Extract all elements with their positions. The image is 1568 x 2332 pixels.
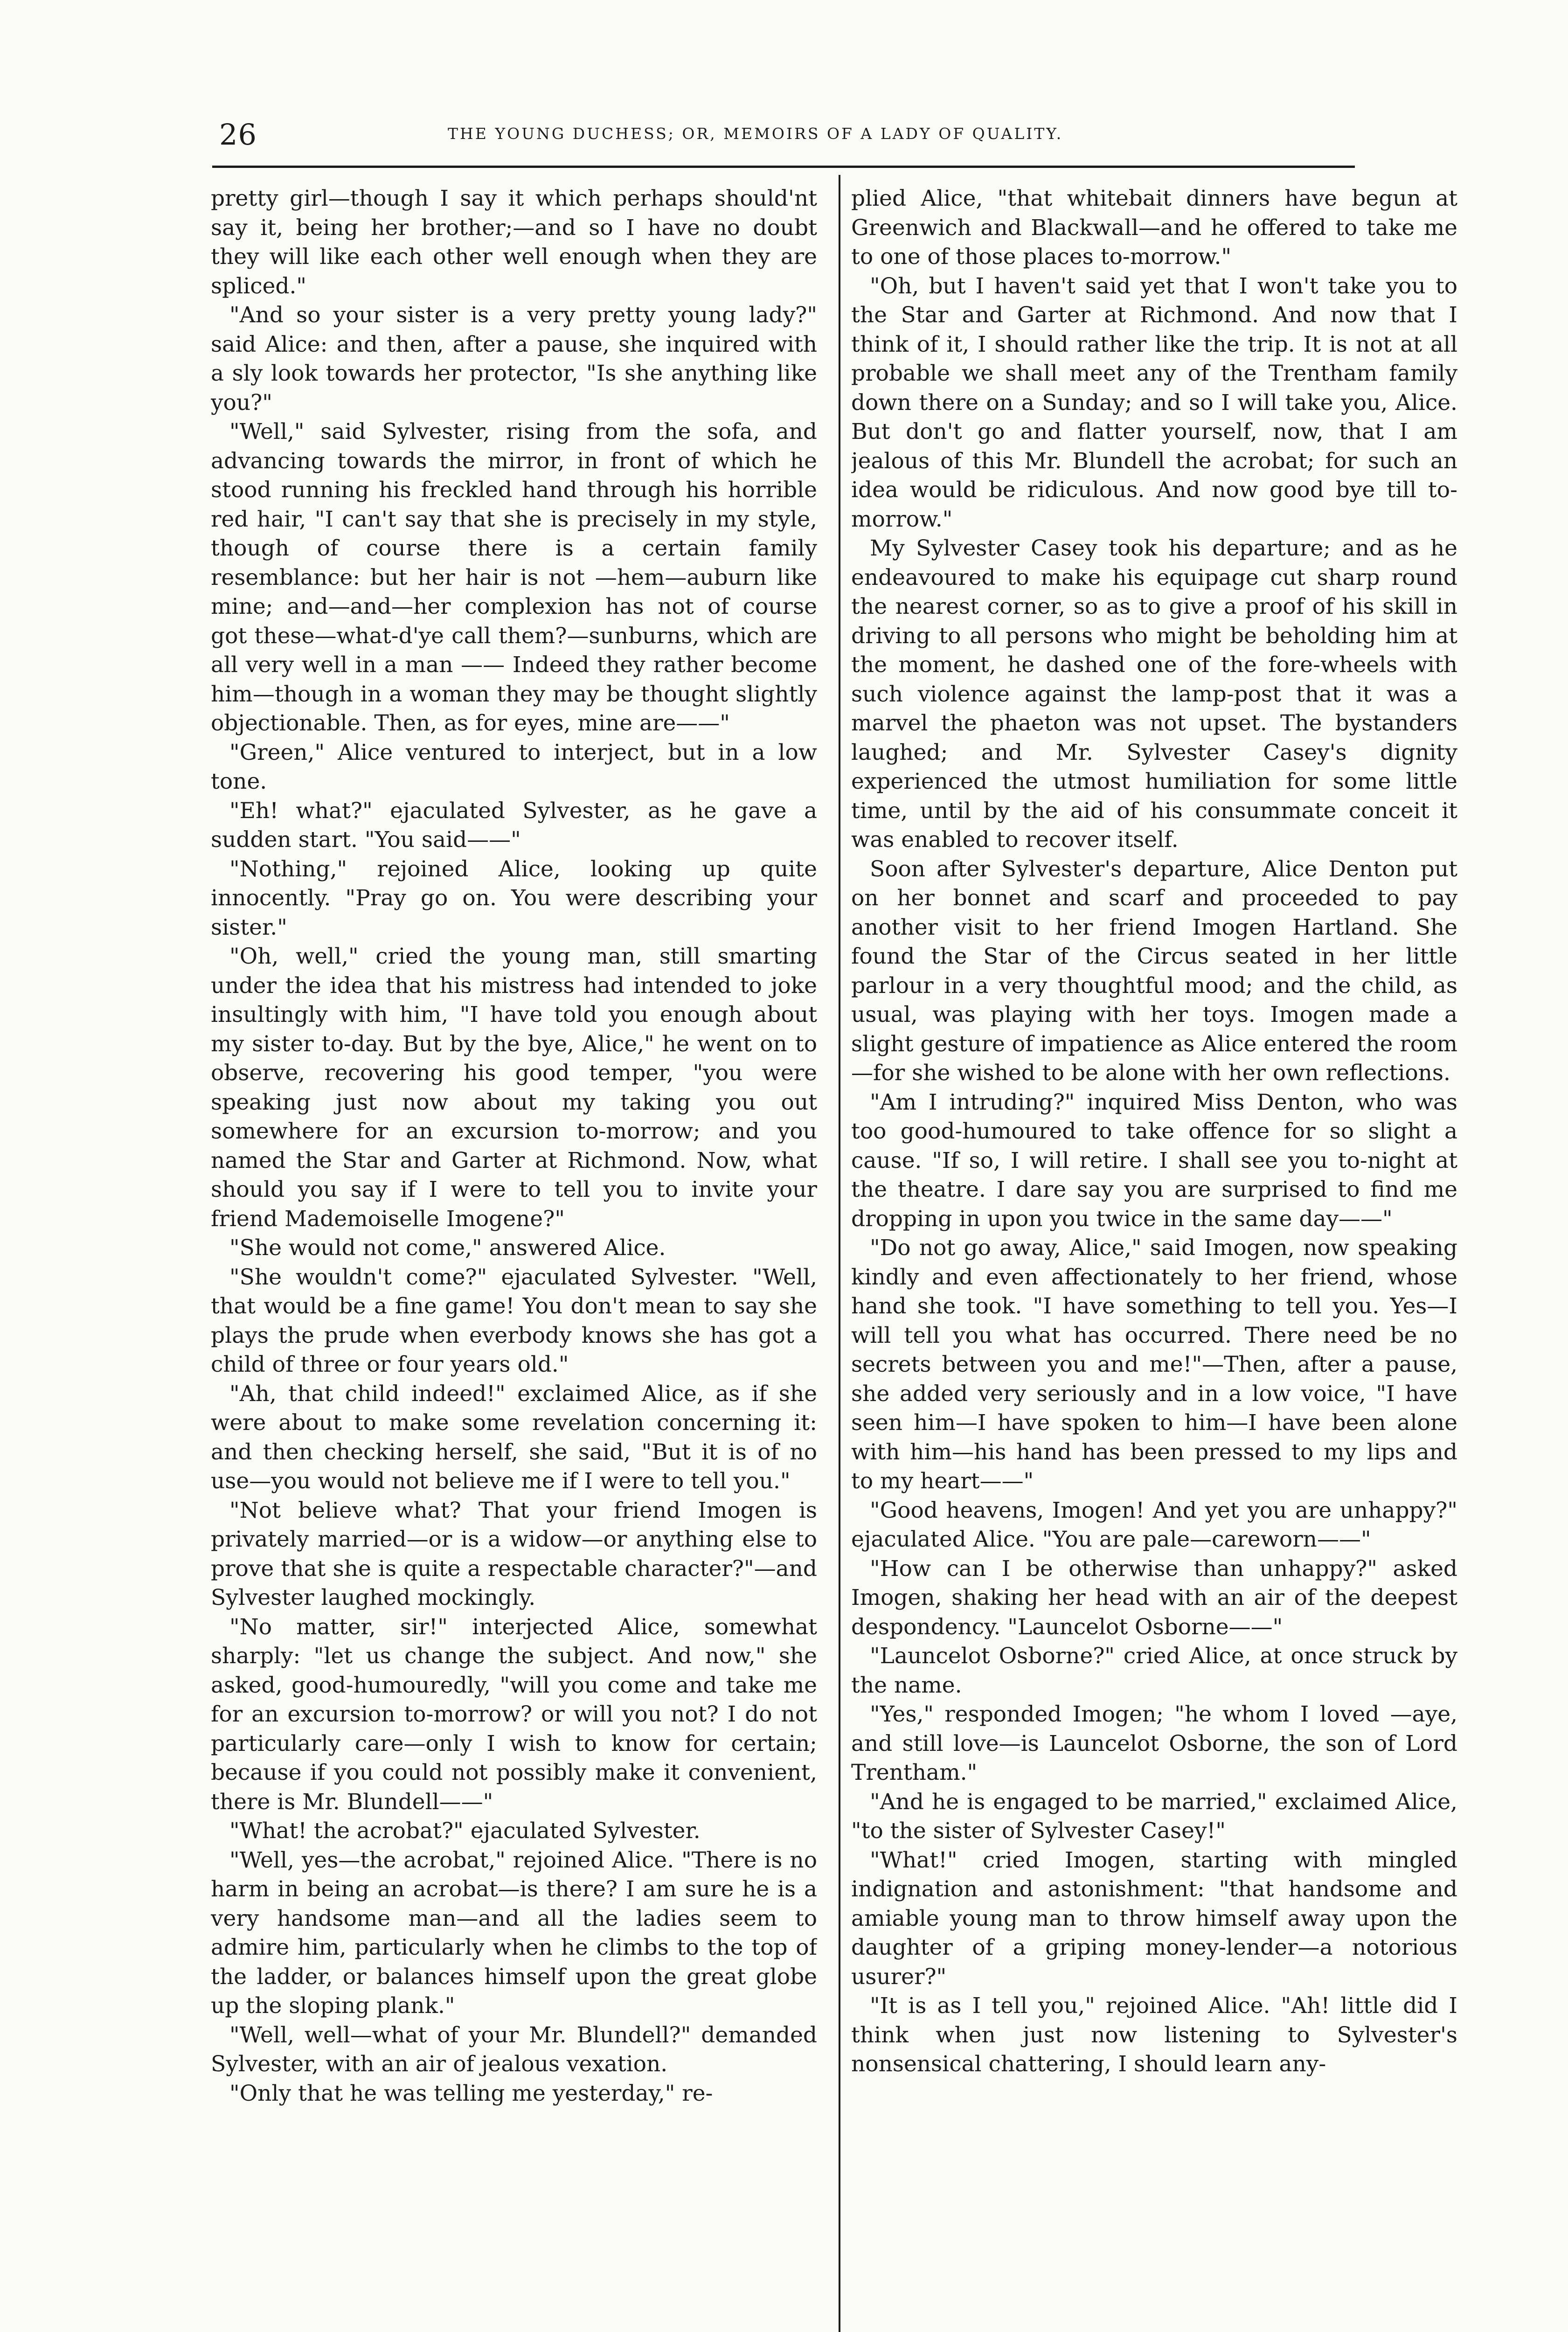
paragraph: "It is as I tell you," rejoined Alice. "Ah! little did I think when just now listening to Sylvester's nonsensical chattering, I should learn any- — [851, 1993, 1457, 2077]
paragraph: "No matter, sir!" interjected Alice, somewhat sharply: "let us change the subject. And now," she asked, good-humouredly, "will you come and take me for an excursion to-morrow? or will you not? I do not particularly care—only I wish to know for certain; because if you could not possibly make it convenient, there is Mr. Blundell——" — [211, 1614, 817, 1815]
running-title: THE YOUNG DUCHESS; OR, MEMOIRS OF A LADY OF QUALITY. — [448, 125, 1063, 143]
paragraph: "Well, yes—the acrobat," rejoined Alice. "There is no harm in being an acrobat—is there? I am sure he is a very handsome man—and all the ladies seem to admire him, particularly when he climbs to the top of the ladder, or balances himself upon the great globe up the sloping plank." — [211, 1847, 817, 2019]
paragraph: pretty girl—though I say it which perhaps should'nt say it, being her brother;—and so I have no doubt they will like each other well enough when they are spliced." — [211, 186, 817, 299]
paragraph: "And he is engaged to be married," exclaimed Alice, "to the sister of Sylvester Casey!" — [851, 1789, 1457, 1844]
paragraph: "Do not go away, Alice," said Imogen, now speaking kindly and even affectionately to her friend, whose hand she took. "I have something to tell you. Yes—I will tell you what has occurred. There need be no secrets between you and me!"—Then, after a pause, she added very seriously and in a low voice, "I have seen him—I have spoken to him—I have been alone with him—his hand has been pressed to my lips and to my heart——" — [851, 1235, 1457, 1494]
header-rule — [212, 166, 1355, 168]
paragraph: "Only that he was telling me yesterday," re- — [229, 2080, 713, 2106]
paragraph: "Well, well—what of your Mr. Blundell?" demanded Sylvester, with an air of jealous vexation. — [211, 2022, 817, 2077]
paragraph: "She would not come," answered Alice. — [229, 1235, 666, 1261]
right-column — [851, 184, 1457, 2330]
paragraph: "Well," said Sylvester, rising from the sofa, and advancing towards the mirror, in front of which he stood running his freckled hand through his horrible red hair, "I can't say that she is precisely in my style, though of course there is a certain family resemblance: but her hair is not —hem—auburn like mine; and—and—her complexion has not of course got these—what-d'ye call them?—sunburns, which are all very well in a man —— Indeed they rather become him—though in a woman they may be thought slightly objectionable. Then, as for eyes, mine are——" — [211, 419, 817, 736]
paragraph: "What! the acrobat?" ejaculated Sylvester. — [229, 1818, 701, 1844]
paragraph: "How can I be otherwise than unhappy?" asked Imogen, shaking her head with an air of the deepest despondency. "Launcelot Osborne——" — [851, 1555, 1457, 1640]
paragraph: "Not believe what? That your friend Imogen is privately married—or is a widow—or anything else to prove that she is quite a respectable character?"—and Sylvester laughed mockingly. — [211, 1497, 817, 1610]
paragraph: "Yes," responded Imogen; "he whom I loved —aye, and still love—is Launcelot Osborne, the son of Lord Trentham." — [851, 1701, 1457, 1785]
paragraph: "Ah, that child indeed!" exclaimed Alice, as if she were about to make some revelation concerning it: and then checking herself, she said, "But it is of no use—you would not believe me if I were to tell you." — [211, 1381, 817, 1494]
paragraph: "Eh! what?" ejaculated Sylvester, as he gave a sudden start. "You said——" — [211, 798, 817, 853]
paragraph: "Green," Alice ventured to interject, but in a low tone. — [211, 739, 817, 794]
paragraph: My Sylvester Casey took his departure; and as he endeavoured to make his equipage cut sharp round the nearest corner, so as to give a proof of his skill in driving to all persons who might be beholding him at the moment, he dashed one of the fore-wheels with such violence against the lamp-post that it was a marvel the phaeton was not upset. The bystanders laughed; and Mr. Sylvester Casey's dignity experienced the utmost humiliation for some little time, until by the aid of his consummate conceit it was enabled to recover itself. — [851, 535, 1457, 853]
paragraph: "Am I intruding?" inquired Miss Denton, who was too good-humoured to take offence for so slight a cause. "If so, I will retire. I shall see you to-night at the theatre. I dare say you are surprised to find me dropping in upon you twice in the same day——" — [851, 1089, 1457, 1232]
paragraph: "Launcelot Osborne?" cried Alice, at once struck by the name. — [851, 1643, 1457, 1698]
paragraph: Soon after Sylvester's departure, Alice Denton put on her bonnet and scarf and proceeded to pay another visit to her friend Imogen Hartland. She found the Star of the Circus seated in her little parlour in a very thoughtful mood; and the child, as usual, was playing with her toys. Imogen made a slight gesture of impatience as Alice entered the room—for she wished to be alone with her own reflections. — [851, 856, 1457, 1086]
paragraph: "Nothing," rejoined Alice, looking up quite innocently. "Pray go on. You were describing your sister." — [211, 856, 817, 940]
paragraph: "What!" cried Imogen, starting with mingled indignation and astonishment: "that handsome and amiable young man to throw himself away upon the daughter of a griping money-lender—a notorious usurer?" — [851, 1847, 1457, 1990]
left-column — [211, 184, 817, 2330]
paragraph: "Oh, well," cried the young man, still smarting under the idea that his mistress had intended to joke insultingly with him, "I have told you enough about my sister to-day. But by the bye, Alice," he went on to observe, recovering his good temper, "you were speaking just now about my taking you out somewhere for an excursion to-morrow; and you named the Star and Garter at Richmond. Now, what should you say if I were to tell you to invite your friend Mademoiselle Imogene?" — [211, 944, 817, 1232]
column-divider — [839, 175, 840, 2332]
paragraph: "Oh, but I haven't said yet that I won't take you to the Star and Garter at Richmond. And now that I think of it, I should rather like the trip. It is not at all probable we shall meet any of the Trentham family down there on a Sunday; and so I will take you, Alice. But don't go and flatter yourself, now, that I am jealous of this Mr. Blundell the acrobat; for such an idea would be ridiculous. And now good bye till to-morrow." — [851, 273, 1457, 532]
paragraph: "Good heavens, Imogen! And yet you are unhappy?" ejaculated Alice. "You are pale—careworn——" — [851, 1497, 1457, 1552]
page-number: 26 — [219, 118, 257, 152]
paragraph: "And so your sister is a very pretty young lady?" said Alice: and then, after a pause, she inquired with a sly look towards her protector, "Is she anything like you?" — [211, 302, 817, 416]
paragraph: plied Alice, "that whitebait dinners have begun at Greenwich and Blackwall—and he offered to take me to one of those places to-morrow." — [851, 186, 1457, 270]
paragraph: "She wouldn't come?" ejaculated Sylvester. "Well, that would be a fine game! You don't mean to say she plays the prude when everbody knows she has got a child of three or four years old." — [211, 1264, 817, 1377]
